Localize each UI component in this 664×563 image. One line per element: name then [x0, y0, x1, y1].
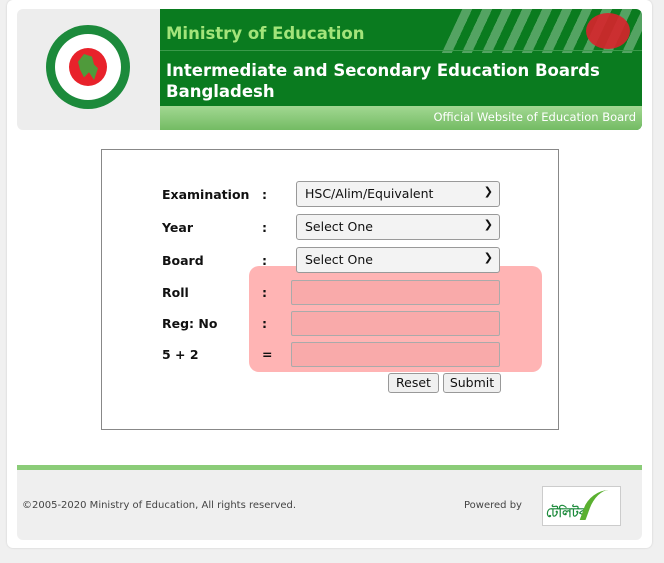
page: [7, 0, 652, 548]
submit-button[interactable]: Submit: [443, 373, 501, 393]
row-captcha: [102, 342, 558, 370]
copyright-text: ©2005-2020 Ministry of Education, All rights reserved.: [22, 500, 297, 511]
roll-separator: :: [262, 285, 267, 300]
roll-label: Roll: [162, 285, 189, 300]
teletalk-logo[interactable]: [542, 486, 621, 526]
examination-value: HSC/Alim/Equivalent: [305, 186, 434, 201]
reset-button[interactable]: Reset: [388, 373, 439, 393]
tagline-bar: [160, 106, 642, 130]
row-examination: [102, 181, 558, 209]
teletalk-swoosh-icon: [580, 490, 621, 520]
row-year: [102, 214, 558, 242]
year-select[interactable]: [296, 214, 500, 240]
row-board: [102, 247, 558, 275]
board-select[interactable]: [296, 247, 500, 273]
title-divider: [160, 50, 642, 51]
chevron-down-icon: ❯: [483, 185, 493, 198]
captcha-input[interactable]: [291, 342, 500, 367]
site-footer: [17, 470, 642, 540]
captcha-separator: =: [262, 347, 273, 362]
captcha-label: 5 + 2: [162, 347, 199, 362]
examination-separator: :: [262, 187, 267, 202]
year-label: Year: [162, 220, 193, 235]
year-separator: :: [262, 220, 267, 235]
powered-by-label: Powered by: [464, 500, 522, 511]
roll-input[interactable]: [291, 280, 500, 305]
row-roll: [102, 280, 558, 308]
row-reg-no: [102, 311, 558, 339]
flag-icon: [586, 13, 630, 49]
reg-no-separator: :: [262, 316, 267, 331]
tagline: Official Website of Education Board: [433, 110, 636, 124]
board-value: Select One: [305, 252, 373, 267]
government-seal-icon: [46, 25, 130, 109]
examination-select[interactable]: [296, 181, 500, 207]
result-form: [101, 149, 559, 430]
logo-panel: [17, 9, 160, 130]
year-value: Select One: [305, 219, 373, 234]
title-banner: [160, 9, 642, 130]
teletalk-wordmark: টেলিটক: [546, 506, 588, 521]
site-header: [17, 9, 642, 130]
reg-no-input[interactable]: [291, 311, 500, 336]
board-label: Board: [162, 253, 204, 268]
examination-label: Examination: [162, 187, 250, 202]
ministry-title: Ministry of Education: [166, 24, 365, 43]
board-title: Intermediate and Secondary Education Boards Bangladesh: [166, 61, 600, 101]
board-separator: :: [262, 253, 267, 268]
reg-no-label: Reg: No: [162, 316, 218, 331]
chevron-down-icon: ❯: [483, 218, 493, 231]
chevron-down-icon: ❯: [483, 251, 493, 264]
